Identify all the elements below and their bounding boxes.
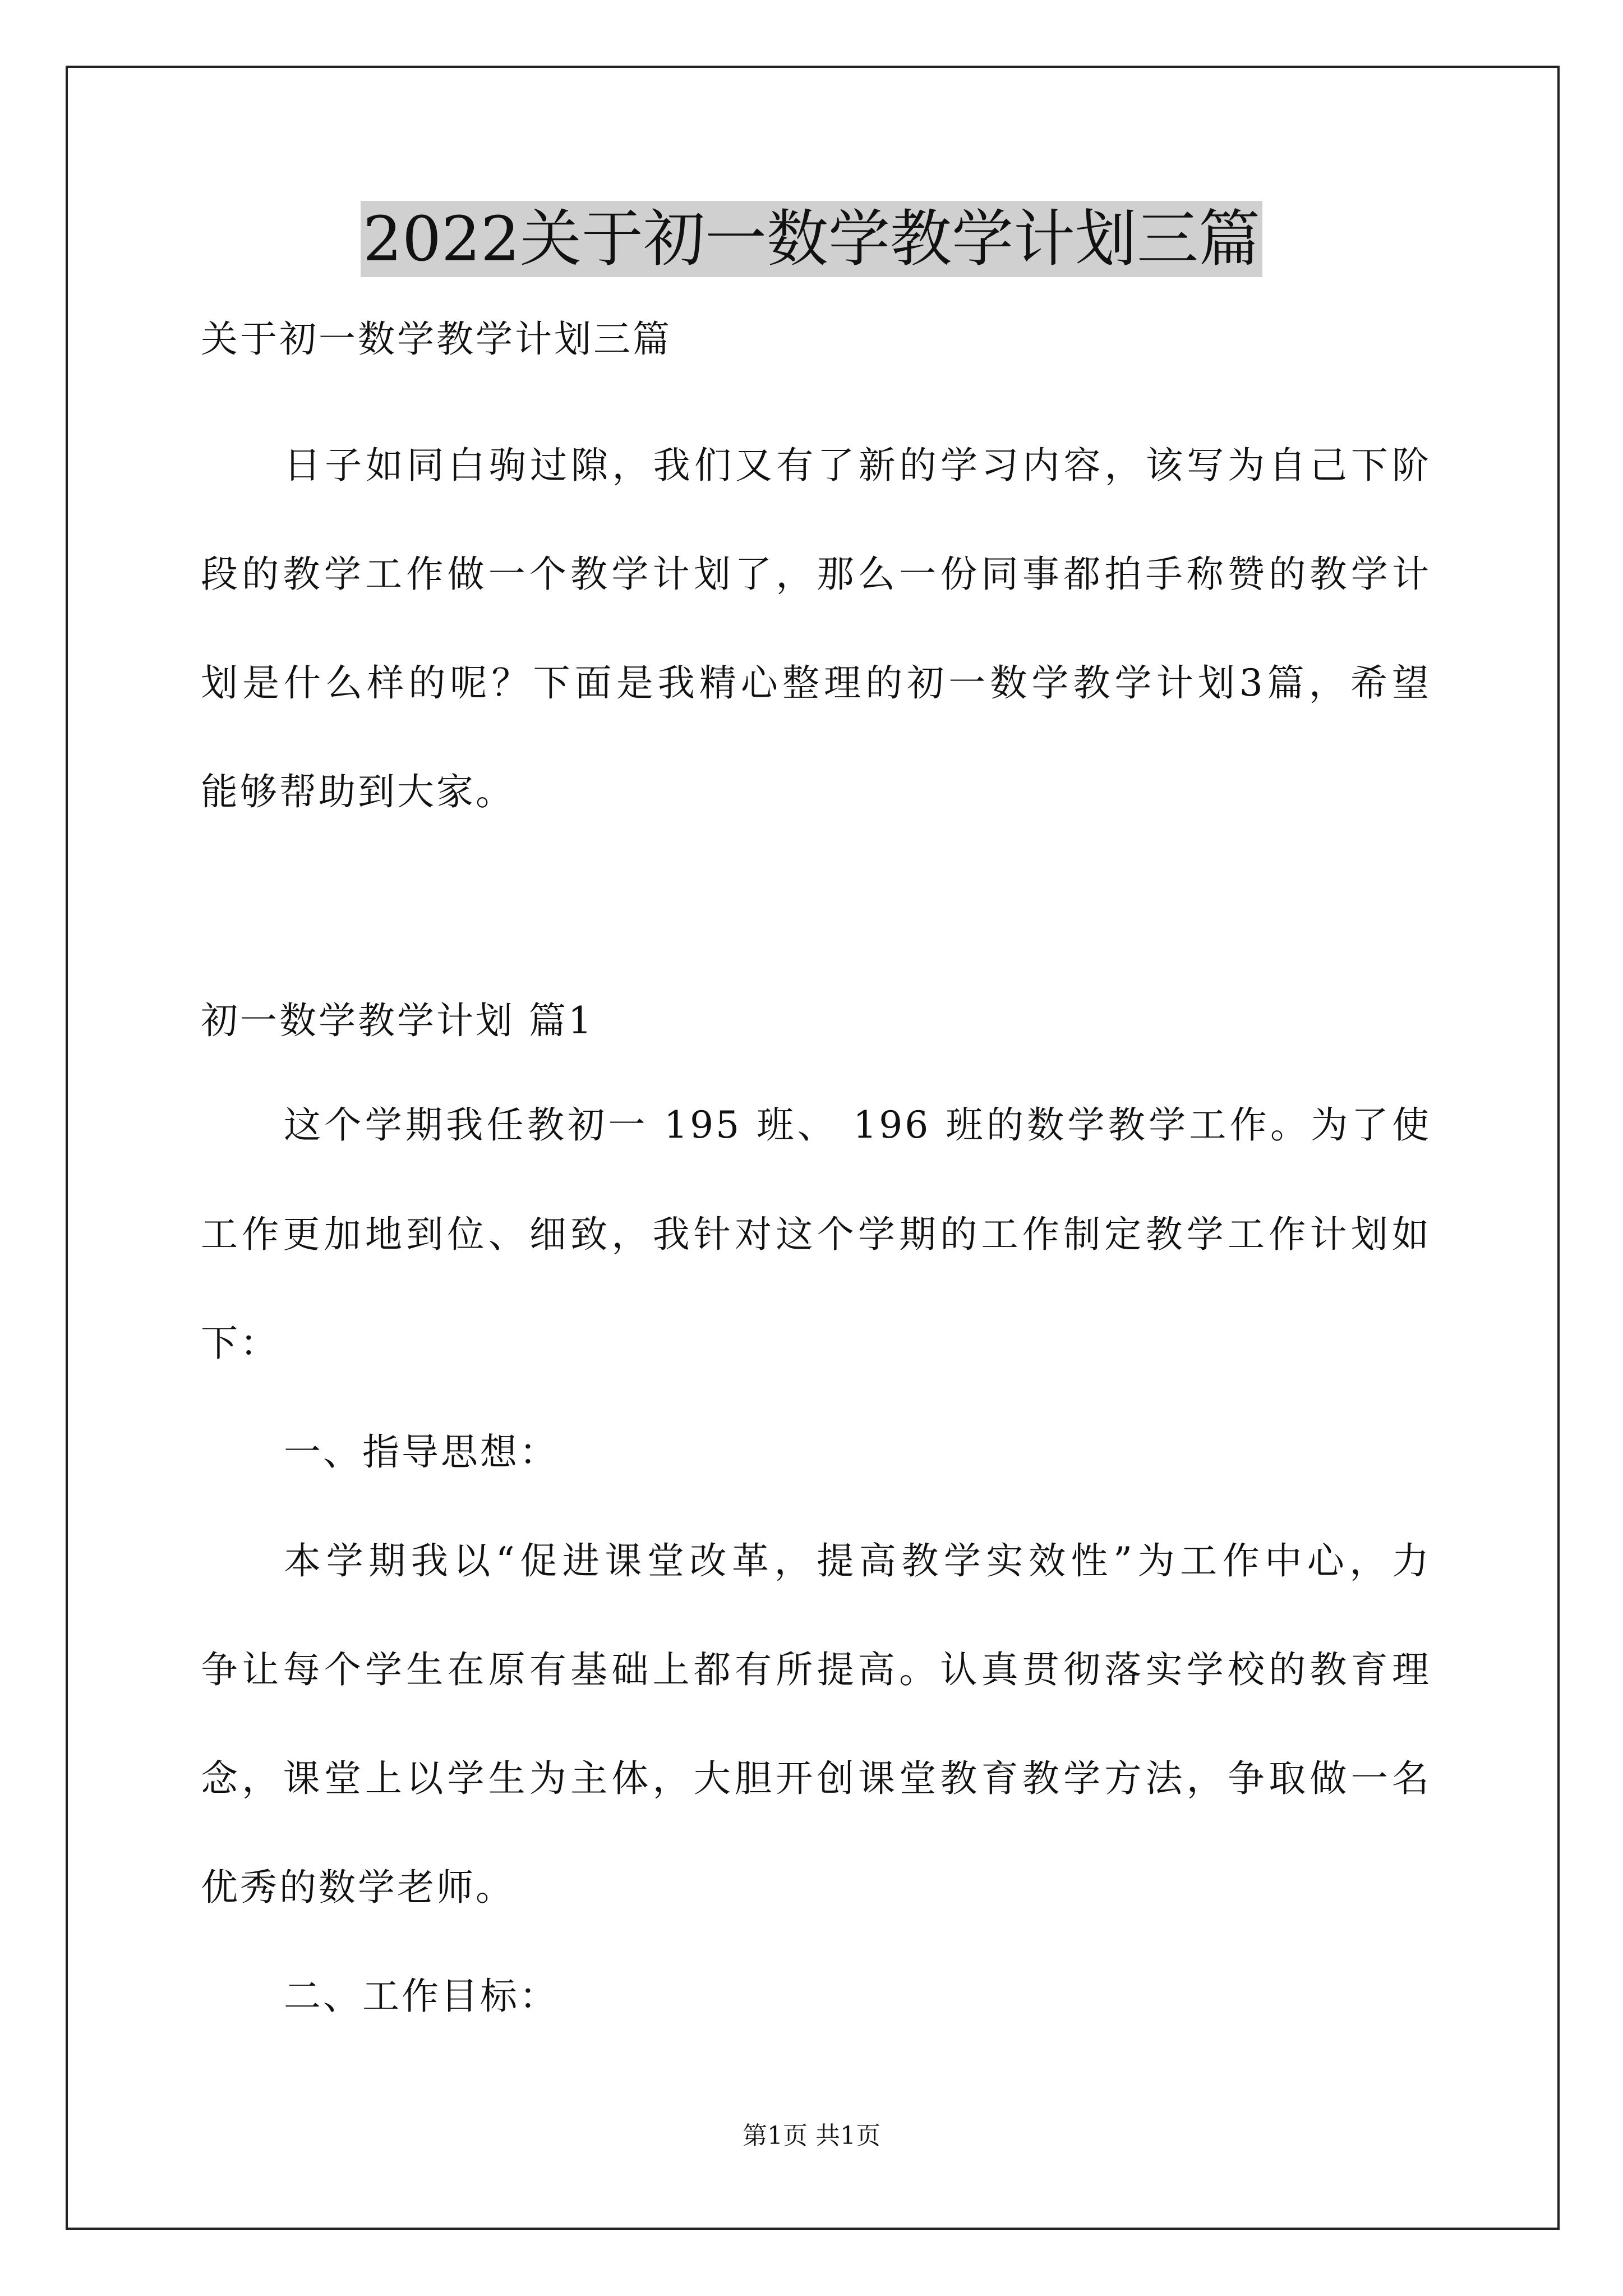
intro-line-1: 日子如同白驹过隙，我们又有了新的学习内容，该写为自己下阶 <box>284 444 1431 487</box>
heading-guiding-thought: 一、指导思想： <box>284 1430 559 1474</box>
title-wrap <box>0 201 1623 277</box>
para1-line-3: 下： <box>201 1322 279 1365</box>
document-title: 2022关于初一数学教学计划三篇 <box>361 201 1262 277</box>
para2-line-4: 优秀的数学老师。 <box>201 1866 515 1909</box>
section-heading: 初一数学教学计划 篇1 <box>201 999 594 1042</box>
intro-line-4: 能够帮助到大家。 <box>201 770 515 813</box>
para1-line-2: 工作更加地到位、细致，我针对这个学期的工作制定教学工作计划如 <box>201 1213 1431 1256</box>
para1-line-1: 这个学期我任教初一 195 班、 196 班的数学教学工作。为了使 <box>284 1103 1431 1147</box>
page-footer: 第1页 共1页 <box>743 2122 880 2150</box>
intro-line-2: 段的教学工作做一个教学计划了，那么一份同事都拍手称赞的教学计 <box>201 553 1431 596</box>
heading-work-goals: 二、工作目标： <box>284 1975 559 2018</box>
para2-line-2: 争让每个学生在原有基础上都有所提高。认真贯彻落实学校的教育理 <box>201 1648 1431 1691</box>
intro-line-3: 划是什么样的呢？下面是我精心整理的初一数学教学计划3篇，希望 <box>201 661 1431 705</box>
document-subtitle: 关于初一数学教学计划三篇 <box>201 318 672 361</box>
para2-line-3: 念，课堂上以学生为主体，大胆开创课堂教育教学方法，争取做一名 <box>201 1757 1431 1800</box>
para2-line-1: 本学期我以“促进课堂改革，提高教学实效性”为工作中心，力 <box>284 1539 1431 1582</box>
